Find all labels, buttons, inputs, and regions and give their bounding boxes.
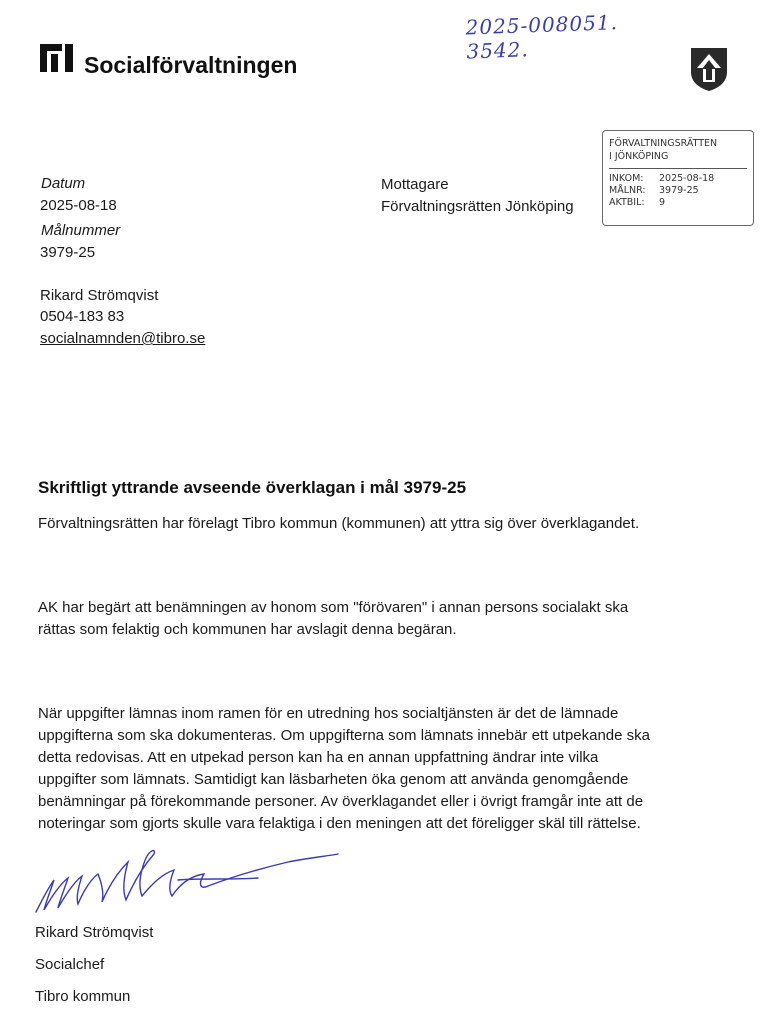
municipal-crest-icon xyxy=(689,46,729,97)
recipient-value: Förvaltningsrätten Jönköping xyxy=(381,198,574,215)
stamp-inkom-value: 2025-08-18 xyxy=(659,173,715,184)
stamp-aktbil-label: AKTBIL: xyxy=(609,197,645,208)
signature-role: Socialchef xyxy=(35,956,105,973)
org-logo-icon xyxy=(40,44,76,81)
document-title: Skriftligt yttrande avseende överklagan i mål 3979-25 xyxy=(38,478,467,497)
stamp-court-line2: I JÖNKÖPING xyxy=(609,151,669,162)
contact-phone: 0504-183 83 xyxy=(40,308,125,325)
org-name: Socialförvaltningen xyxy=(84,52,298,78)
signature-organization: Tibro kommun xyxy=(35,988,131,1005)
stamp-malnr-value: 3979-25 xyxy=(659,185,699,196)
stamp-malnr-label: MÅLNR: xyxy=(609,185,646,196)
stamp-inkom-label: INKOM: xyxy=(609,173,644,184)
paragraph-3: När uppgifter lämnas inom ramen för en utredning hos socialtjänsten är det de lämnade uppgifterna som ska dokumenteras. Om uppgifterna som lämnats innebär ett utpekande ska detta redovisas. Att en utpekad person kan ha en annan uppfattning ändrar inte vilka uppgifter som lämnats. Samtidigt kan läsbarheten öka genom att använda genomgående benämningar på förekommande personer. Av överklagandet eller i övrigt framgår inte att de noteringar som gjorts skulle vara felaktiga i den meningen att det föreligger skäl till rättelse. xyxy=(38,705,651,832)
contact-email-link[interactable]: socialnamnden@tibro.se xyxy=(40,330,206,347)
contact-name: Rikard Strömqvist xyxy=(40,287,159,304)
handwritten-signature xyxy=(28,840,348,925)
stamp-aktbil-value: 9 xyxy=(659,197,666,208)
paragraph-2: AK har begärt att benämningen av honom som "förövaren" i annan persons socialakt ska rättas som felaktig och kommunen har avslagit denna begäran. xyxy=(38,599,629,638)
recipient-label: Mottagare xyxy=(381,176,449,193)
stamp-court-line1: FÖRVALTNINGSRÄTTEN xyxy=(609,138,718,149)
court-received-stamp xyxy=(602,130,754,226)
signature-name: Rikard Strömqvist xyxy=(35,924,154,941)
case-number-label: Målnummer xyxy=(41,222,121,239)
handwritten-registration-number: 2025-008051. 3542. xyxy=(465,10,619,64)
date-value: 2025-08-18 xyxy=(40,197,117,214)
case-number-value: 3979-25 xyxy=(40,244,96,261)
paragraph-1: Förvaltningsrätten har förelagt Tibro kommun (kommunen) att yttra sig över överklagandet. xyxy=(38,515,640,532)
date-label: Datum xyxy=(41,175,86,192)
